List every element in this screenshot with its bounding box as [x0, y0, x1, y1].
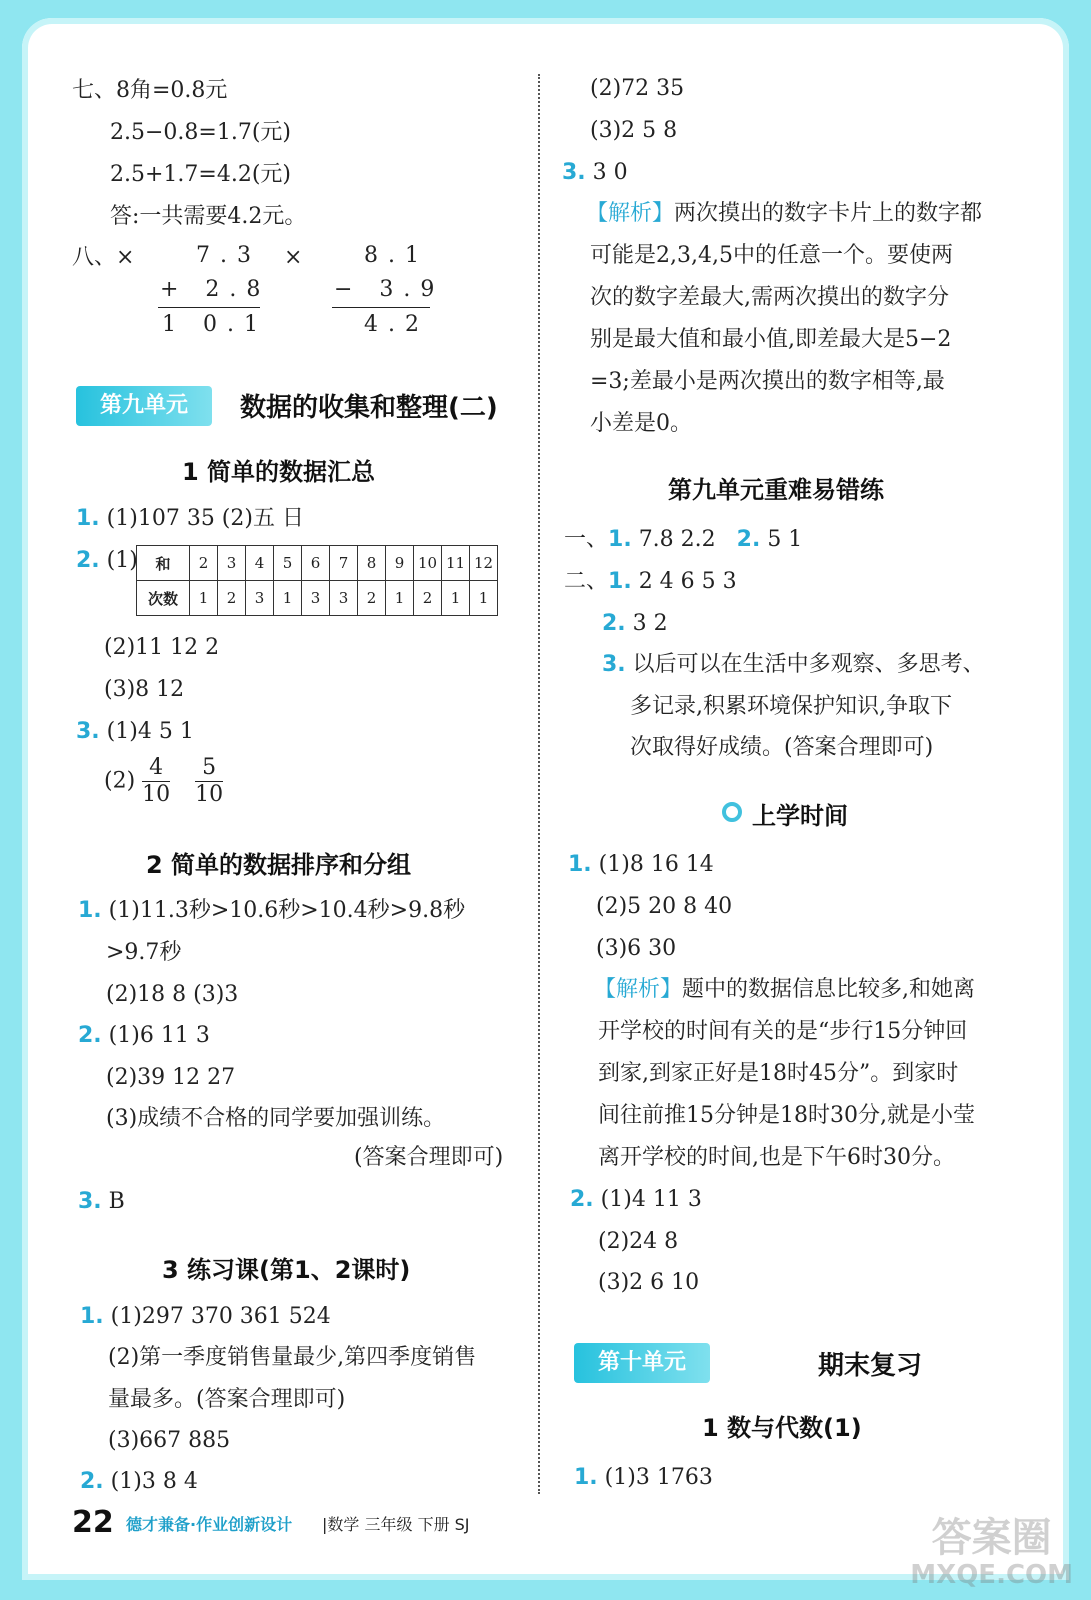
unit9-badge: 第九单元: [76, 386, 212, 426]
fraction-numerator: 4: [142, 755, 170, 782]
table-cell: 3: [218, 546, 246, 581]
calc-a-rule: [158, 307, 260, 308]
s2-q1-part1: (1)11.3秒>10.6秒>10.4秒>9.8秒: [108, 898, 466, 923]
analysis1-line2: 可能是2,3,4,5中的任意一个。要使两: [590, 243, 953, 268]
analysis1-line3: 次的数字差最大,需两次摸出的数字分: [590, 285, 949, 310]
s1-q2-part3: (3)8 12: [104, 677, 185, 702]
s2-q3-number: 3.: [78, 1189, 102, 1214]
drill2-q3-line2: 多记录,积累环境保护知识,争取下: [630, 694, 952, 719]
analysis2-line2: 开学校的时间有关的是“步行15分钟回: [598, 1019, 968, 1044]
drill2-q3-number: 3.: [602, 652, 626, 677]
table-cell: 2: [190, 546, 218, 581]
page-number: 22: [72, 1505, 114, 1540]
r-q2-part3: (3)2 5 8: [590, 118, 678, 143]
calc-a-line2: + 2.8: [160, 277, 271, 302]
table-cell: 1: [190, 581, 218, 616]
drill-part2-label: 二、: [564, 569, 609, 594]
s3-q1-part1: (1)297 370 361 524: [110, 1304, 331, 1329]
s1-q3-number: 3.: [76, 719, 100, 744]
s2-q1-part1-cont: >9.7秒: [106, 940, 182, 965]
drill2-q2-number: 2.: [602, 611, 626, 636]
q7-line2: 2.5−0.8=1.7(元): [110, 120, 291, 145]
r-q3-answer: 3 0: [592, 160, 628, 185]
table-cell: 2: [414, 581, 442, 616]
s3-q1-number: 1.: [80, 1304, 104, 1329]
fraction-denominator: 10: [195, 782, 224, 807]
st-q2-part3: (3)2 6 10: [598, 1270, 700, 1295]
st-q1-part3: (3)6 30: [596, 936, 677, 961]
s3-q1-part2-cont: 量最多。(答案合理即可): [108, 1387, 346, 1412]
q7-answer: 答:一共需要4.2元。: [110, 204, 307, 229]
analysis-tag: 【解析】: [586, 201, 675, 226]
drill2-q1-number: 1.: [608, 569, 632, 594]
drill2-q3-line3: 次取得好成绩。(答案合理即可): [630, 735, 934, 760]
drill-q2-number: 2.: [736, 527, 761, 552]
table-cell: 11: [442, 546, 470, 581]
analysis-tag: 【解析】: [594, 977, 683, 1002]
s3-q2-answer: (1)3 8 4: [110, 1469, 198, 1494]
section-number-algebra-title: 1 数与代数(1): [702, 1414, 862, 1442]
drill-part1-label: 一、: [564, 527, 609, 552]
q7-line3: 2.5+1.7=4.2(元): [110, 162, 291, 187]
drill-q1-answer: 7.8 2.2: [638, 527, 716, 552]
final-q1-answer: (1)3 1763: [604, 1465, 713, 1490]
s1-q3-part2-label: (2): [104, 768, 136, 794]
publisher-brand: 德才兼备·作业创新设计: [126, 1515, 293, 1534]
fraction-five-tenths: [195, 755, 223, 808]
analysis2-line5: 离开学校的时间,也是下午6时30分。: [598, 1145, 955, 1170]
s2-q2-part2: (2)39 12 27: [106, 1065, 236, 1090]
fraction-four-tenths: [142, 755, 170, 808]
site-watermark: [910, 1516, 1073, 1590]
analysis1-line1: 两次摸出的数字卡片上的数字都: [674, 201, 983, 226]
calc-b-line2: − 3.9: [334, 277, 445, 302]
fraction-numerator: 5: [195, 755, 223, 782]
table-cell: 3: [330, 581, 358, 616]
sum-frequency-table: [136, 545, 498, 616]
q8-cross-mark: ×: [284, 245, 303, 270]
table-cell: 5: [274, 546, 302, 581]
s1-q3-part1: (1)4 5 1: [106, 719, 194, 744]
table-cell: 1: [386, 581, 414, 616]
drill2-q2-answer: 3 2: [632, 611, 668, 636]
book-info: |数学 三年级 下册 SJ: [322, 1515, 470, 1534]
table-cell: 10: [414, 546, 442, 581]
s3-q1-part3: (3)667 885: [108, 1428, 231, 1453]
analysis2-line1: 题中的数据信息比较多,和她离: [682, 977, 976, 1002]
s2-q3-answer: B: [108, 1189, 125, 1214]
calc-b-line1: 8.1: [364, 243, 429, 268]
final-q1-number: 1.: [574, 1465, 598, 1490]
table-row: [137, 581, 498, 616]
column-divider: [538, 74, 540, 1494]
s1-q1-number: 1.: [76, 506, 100, 531]
section2-title: 2 简单的数据排序和分组: [146, 851, 412, 879]
st-q2-part2: (2)24 8: [598, 1229, 679, 1254]
section3-title: 3 练习课(第1、2课时): [162, 1256, 411, 1284]
watermark-logo-text: 答案圈: [931, 1515, 1052, 1561]
analysis2-line3: 到家,到家正好是18时45分”。到家时: [598, 1061, 959, 1086]
s2-q1-number: 1.: [78, 898, 102, 923]
r-q3-number: 3.: [562, 160, 586, 185]
analysis1-line6: 小差是0。: [590, 411, 692, 436]
table-cell: 1: [274, 581, 302, 616]
table-cell: 12: [470, 546, 498, 581]
s2-q2-note: (答案合理即可): [354, 1145, 504, 1170]
q7-line1: 七、8角=0.8元: [72, 78, 228, 103]
s1-q1-answer: (1)107 35 (2)五 日: [106, 506, 304, 531]
s2-q2-number: 2.: [78, 1023, 102, 1048]
watermark-url: MXQE.COM: [910, 1560, 1073, 1590]
unit10-badge: 第十单元: [574, 1343, 710, 1383]
analysis1-line5: =3;差最小是两次摸出的数字相等,最: [590, 369, 945, 394]
s1-q2-part2: (2)11 12 2: [104, 635, 220, 660]
drill2-q1-answer: 2 4 6 5 3: [638, 569, 737, 594]
table-header-sum: 和: [137, 546, 190, 581]
calc-a-line1: 7.3: [196, 243, 261, 268]
section1-title: 1 简单的数据汇总: [182, 458, 376, 486]
st-q1-part2: (2)5 20 8 40: [596, 894, 733, 919]
s1-q2-number: 2.: [76, 548, 100, 573]
s2-q2-part3: (3)成绩不合格的同学要加强训练。: [106, 1106, 446, 1131]
calc-b-result: 4.2: [364, 312, 429, 337]
st-q1-number: 1.: [568, 852, 592, 877]
s3-q2-number: 2.: [80, 1469, 104, 1494]
drill-q2-answer: 5 1: [767, 527, 803, 552]
table-cell: 1: [442, 581, 470, 616]
table-cell: 8: [358, 546, 386, 581]
calc-a-result: 1 0.1: [162, 312, 268, 337]
table-row: [137, 546, 498, 581]
table-cell: 3: [246, 581, 274, 616]
s2-q2-part1: (1)6 11 3: [108, 1023, 210, 1048]
q8-label: 八、×: [72, 245, 135, 270]
table-cell: 6: [302, 546, 330, 581]
table-header-count: 次数: [137, 581, 190, 616]
unit9-title: 数据的收集和整理(二): [240, 393, 498, 423]
drill2-q3-line1: 以后可以在生活中多观察、多思考、: [632, 652, 985, 677]
st-q1-part1: (1)8 16 14: [598, 852, 714, 877]
unit10-title: 期末复习: [818, 1351, 923, 1381]
circle-bullet-icon: [722, 802, 742, 822]
drill-title: 第九单元重难易错练: [668, 476, 884, 504]
drill-q1-number: 1.: [608, 527, 632, 552]
s1-q2-label: (1): [106, 548, 138, 573]
s2-q1-part2: (2)18 8 (3)3: [106, 982, 239, 1007]
st-q2-number: 2.: [570, 1187, 594, 1212]
r-q2-part2: (2)72 35: [590, 76, 685, 101]
calc-b-rule: [332, 307, 430, 308]
table-cell: 3: [302, 581, 330, 616]
table-cell: 2: [218, 581, 246, 616]
s3-q1-part2: (2)第一季度销售量最少,第四季度销售: [108, 1345, 477, 1370]
table-cell: 4: [246, 546, 274, 581]
analysis1-line4: 别是最大值和最小值,即差最大是5−2: [590, 327, 952, 352]
table-cell: 9: [386, 546, 414, 581]
school-time-title: 上学时间: [752, 802, 848, 830]
fraction-denominator: 10: [142, 782, 171, 807]
st-q2-part1: (1)4 11 3: [600, 1187, 702, 1212]
table-cell: 1: [470, 581, 498, 616]
analysis2-line4: 间往前推15分钟是18时30分,就是小莹: [598, 1103, 975, 1128]
table-cell: 7: [330, 546, 358, 581]
table-cell: 2: [358, 581, 386, 616]
